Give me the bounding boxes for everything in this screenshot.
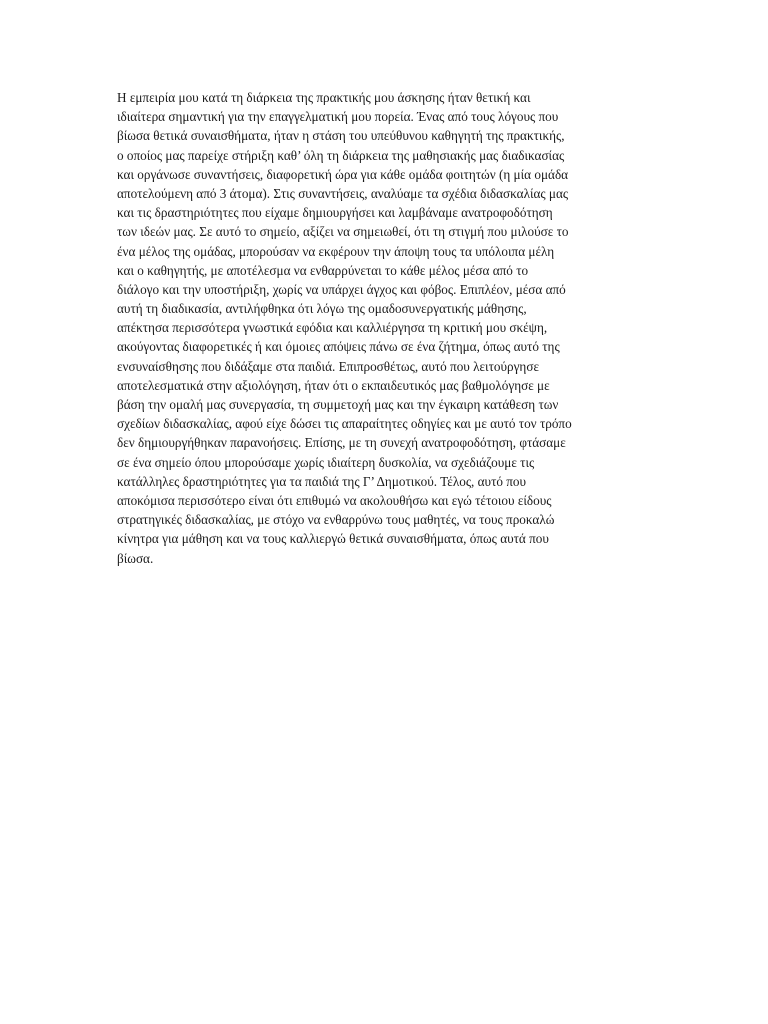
paragraph-line: και οργάνωσε συναντήσεις, διαφορετική ώρα για κάθε ομάδα φοιτητών (η μία ομάδα	[117, 166, 569, 182]
paragraph-line: και ο καθηγητής, με αποτέλεσμα να ενθαρρύνεται το κάθε μέλος μέσα από το	[117, 262, 529, 278]
paragraph-line: αποκόμισα περισσότερο είναι ότι επιθυμώ να ακολουθήσω και εγώ τέτοιου είδους	[117, 492, 552, 508]
paragraph-line: Η εμπειρία μου κατά τη διάρκεια της πρακτικής μου άσκησης ήταν θετική και	[117, 90, 531, 105]
paragraph-line: ένα μέλος της ομάδας, μπορούσαν να εκφέρουν την άποψη τους τα υπόλοιπα μέλη	[117, 243, 555, 259]
paragraph-line: απέκτησα περισσότερα γνωστικά εφόδια και καλλιέργησα τη κριτική μου σκέψη,	[117, 320, 548, 336]
paragraph-line: αποτελούμενη από 3 άτομα). Στις συναντήσεις, αναλύαμε τα σχέδια διδασκαλίας μας	[117, 185, 569, 201]
paragraph-line: κατάλληλες δραστηριότητες για τα παιδιά της Γ’ Δημοτικού. Τέλος, αυτό που	[117, 473, 527, 489]
body-paragraph	[117, 88, 657, 568]
paragraph-line: σε ένα σημείο όπου μπορούσαμε χωρίς ιδιαίτερη δυσκολία, να σχεδιάζουμε τις	[117, 454, 535, 470]
paragraph-line: ακούγοντας διαφορετικές ή και όμοιες απόψεις πάνω σε ένα ζήτημα, όπως αυτό της	[117, 339, 560, 355]
paragraph-line: βάση την ομαλή μας συνεργασία, τη συμμετοχή μας και την έγκαιρη κατάθεση των	[117, 397, 559, 412]
paragraph-line: των ιδεών μας. Σε αυτό το σημείο, αξίζει να σημειωθεί, ότι τη στιγμή που μιλούσε το	[117, 224, 569, 240]
paragraph-line: στρατηγικές διδασκαλίας, με στόχο να ενθαρρύνω τους μαθητές, να τους προκαλώ	[117, 512, 555, 528]
paragraph-line: αυτή τη διαδικασία, αντιλήφθηκα ότι λόγω της ομαδοσυνεργατικής μάθησης,	[117, 301, 527, 317]
paragraph-line: ο οποίος μας παρείχε στήριξη καθ’ όλη τη διάρκεια της μαθησιακής μας διαδικασίας	[117, 147, 565, 163]
paragraph-line: ιδιαίτερα σημαντική για την επαγγελματική μου πορεία. Ένας από τους λόγους που	[117, 109, 559, 125]
paragraph-line: αποτελεσματικά στην αξιολόγηση, ήταν ότι ο εκπαιδευτικός μας βαθμολόγησε με	[117, 377, 550, 393]
paragraph-line: βίωσα θετικά συναισθήματα, ήταν η στάση του υπεύθυνου καθηγητή της πρακτικής,	[117, 128, 565, 144]
paragraph-line: σχεδίων διδασκαλίας, αφού είχε δώσει τις απαραίτητες οδηγίες και με αυτό τον τρόπο	[117, 416, 572, 432]
paragraph-line: και τις δραστηριότητες που είχαμε δημιουργήσει και λαμβάναμε ανατροφοδότηση	[117, 205, 553, 221]
paragraph-line: δεν δημιουργήθηκαν παρανοήσεις. Επίσης, με τη συνεχή ανατροφοδότηση, φτάσαμε	[117, 435, 566, 451]
paragraph-line: ενσυναίσθησης που διδάξαμε στα παιδιά. Επιπροσθέτως, αυτό που λειτούργησε	[117, 358, 539, 374]
paragraph-line: διάλογο και την υποστήριξη, χωρίς να υπάρχει άγχος και φόβος. Επιπλέον, μέσα από	[117, 281, 566, 297]
paragraph-line: βίωσα.	[117, 550, 154, 566]
paragraph-line: κίνητρα για μάθηση και να τους καλλιεργώ θετικά συναισθήματα, όπως αυτά που	[117, 531, 549, 547]
